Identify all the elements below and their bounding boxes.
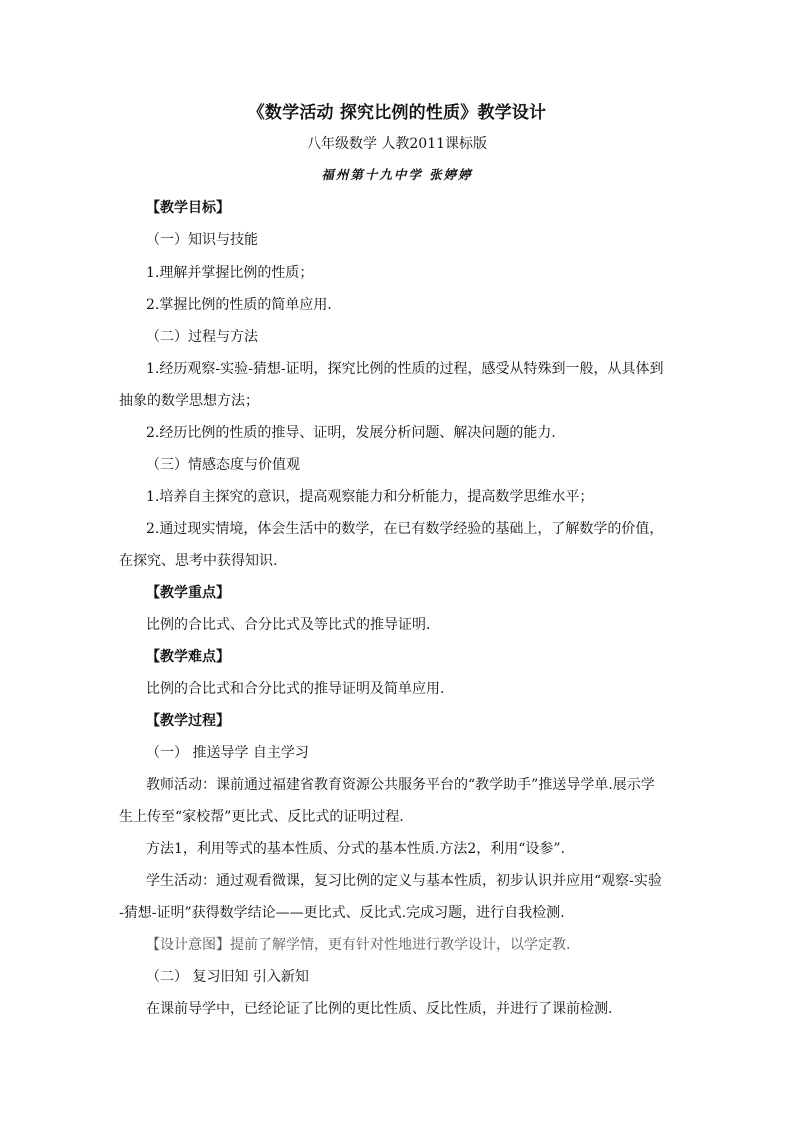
paragraph-line: 教师活动：课前通过福建省教育资源公共服务平台的“教学助手”推送导学单.展示学 — [146, 777, 655, 793]
paragraph-line: -猜想-证明”获得数学结论——更比式、反比式.完成习题，进行自我检测. — [119, 905, 565, 921]
subsection-attitude: （三）情感态度与价值观 — [146, 457, 300, 473]
section-heading-key-points: 【教学重点】 — [146, 585, 230, 601]
subsection-knowledge: （一）知识与技能 — [146, 232, 258, 248]
paragraph-line: 1.培养自主探究的意识，提高观察能力和分析能力，提高数学思维水平； — [146, 489, 594, 505]
paragraph-line: 比例的合比式和合分比式的推导证明及简单应用. — [146, 681, 445, 697]
subsection-review: （二） 复习旧知 引入新知 — [146, 969, 309, 985]
section-heading-process: 【教学过程】 — [146, 713, 230, 729]
paragraph-line: 抽象的数学思想方法； — [119, 393, 259, 409]
subsection-self-study: （一） 推送导学 自主学习 — [146, 745, 309, 761]
paragraph-line: 1.经历观察-实验-猜想-证明，探究比例的性质的过程，感受从特殊到一般，从具体到 — [146, 361, 664, 377]
section-heading-objectives: 【教学目标】 — [146, 200, 230, 216]
subsection-process: （二）过程与方法 — [146, 329, 258, 345]
paragraph-line: 比例的合比式、合分比式及等比式的推导证明. — [146, 617, 431, 633]
paragraph-line: 学生活动：通过观看微课，复习比例的定义与基本性质，初步认识并应用“观察-实验 — [146, 873, 662, 889]
document-title: 《数学活动 探究比例的性质》教学设计 — [247, 103, 547, 123]
paragraph-line: 在课前导学中，已经论证了比例的更比性质、反比性质，并进行了课前检测. — [146, 1001, 613, 1017]
paragraph-line: 2.经历比例的性质的推导、证明，发展分析问题、解决问题的能力. — [146, 425, 556, 441]
paragraph-line: 方法1，利用等式的基本性质、分式的基本性质.方法2，利用“设参”. — [146, 841, 566, 857]
paragraph-line: 2.通过现实情境，体会生活中的数学，在已有数学经验的基础上，了解数学的价值， — [146, 521, 664, 537]
paragraph-line: 1.理解并掌握比例的性质； — [146, 265, 314, 281]
document-author: 福州第十九中学 张婷婷 — [321, 167, 473, 182]
design-intent-line: 【设计意图】提前了解学情，更有针对性地进行教学设计，以学定教. — [146, 937, 571, 953]
section-heading-difficulties: 【教学难点】 — [146, 649, 230, 665]
paragraph-line: 2.掌握比例的性质的简单应用. — [146, 297, 332, 313]
document-subtitle: 八年级数学 人教2011课标版 — [306, 136, 488, 152]
paragraph-line: 生上传至“家校帮”更比式、反比式的证明过程. — [119, 809, 404, 825]
paragraph-line: 在探究、思考中获得知识. — [119, 553, 278, 569]
